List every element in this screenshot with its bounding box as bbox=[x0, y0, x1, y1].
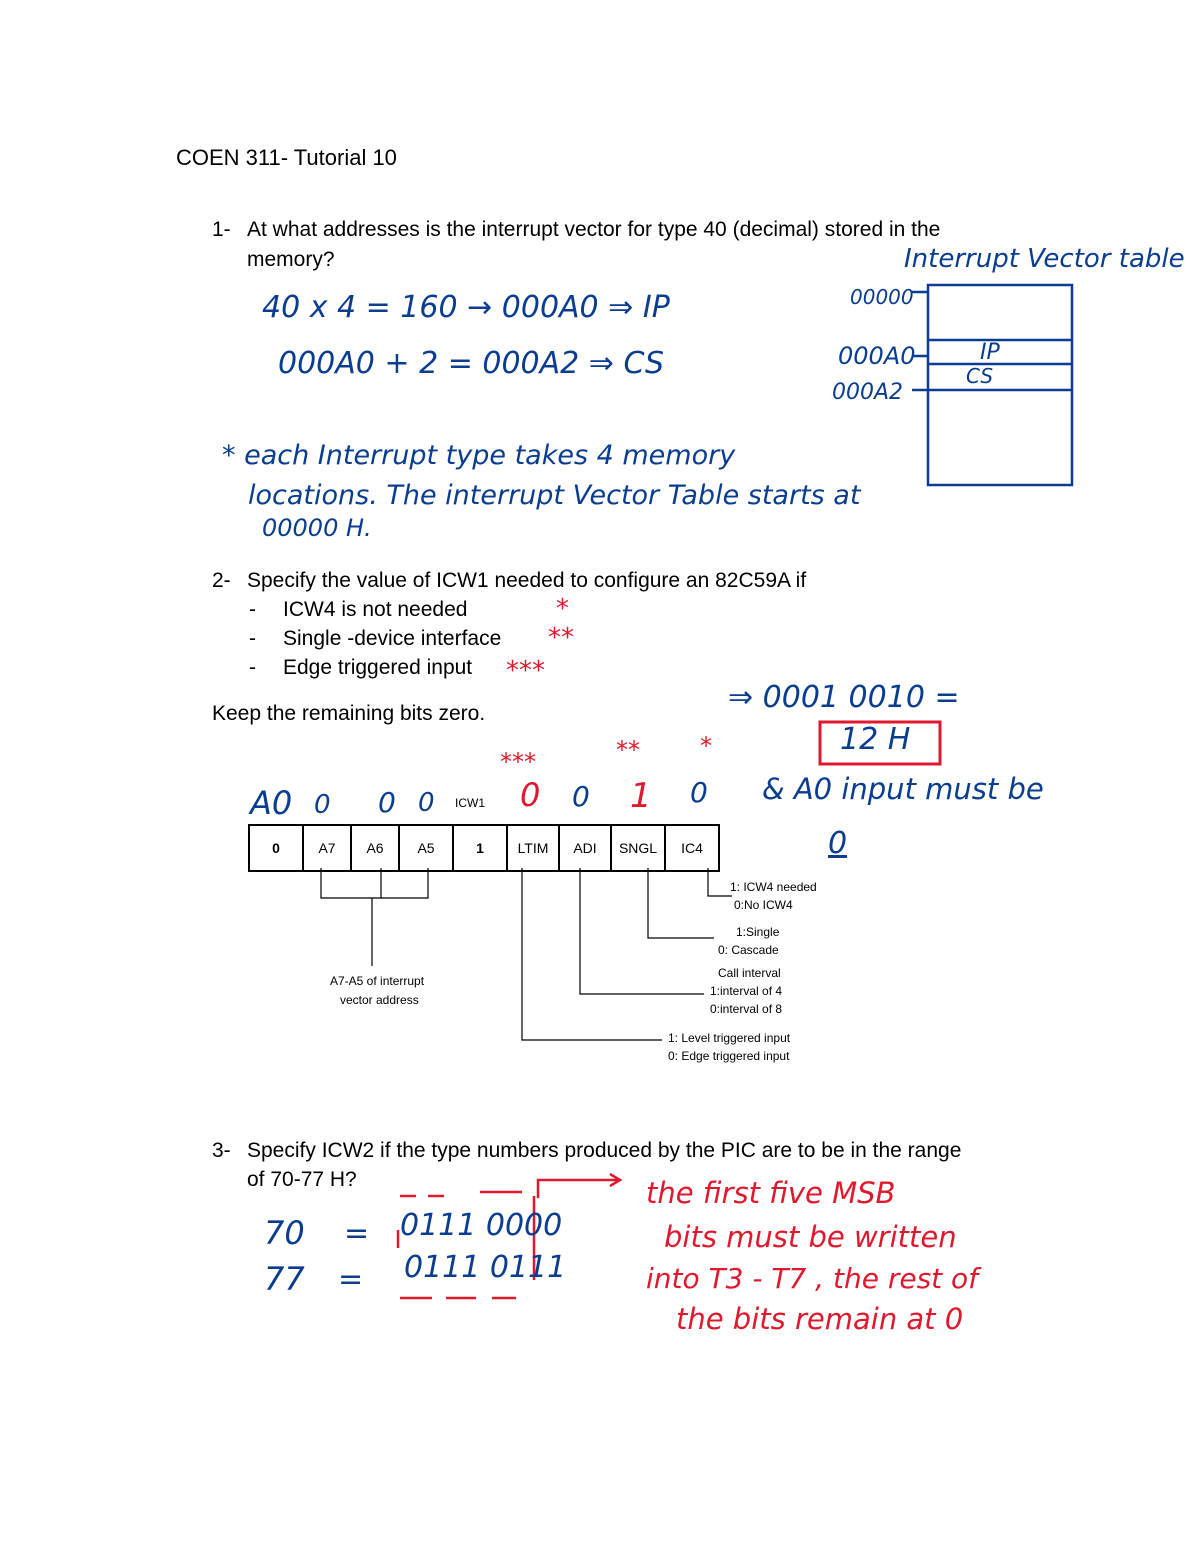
icw1-cell-sngl: SNGL bbox=[612, 826, 666, 870]
ivt-title: Interrupt Vector table bbox=[904, 244, 1185, 274]
q3-text-line1: Specify ICW2 if the type numbers produced by the PIC are to be in the range bbox=[247, 1139, 962, 1162]
q3-note-line4: the bits remain at 0 bbox=[676, 1302, 964, 1336]
icw1-bit-adi: 0 bbox=[572, 780, 590, 813]
q2-answer-binary: ⇒ 0001 0010 = bbox=[728, 680, 960, 715]
q2-bullet-text: Single -device interface bbox=[283, 627, 502, 650]
ivt-box bbox=[912, 285, 1072, 485]
icw1-bit-a7: 0 bbox=[314, 790, 331, 820]
q2-a0-value: 0 bbox=[828, 826, 848, 861]
icw1-bit-a6: 0 bbox=[378, 786, 396, 819]
ivt-addr-000A2: 000A2 bbox=[832, 380, 904, 405]
q2-a0-note: & A0 input must be bbox=[762, 772, 1044, 806]
legend-adi-line1: Call interval bbox=[718, 966, 781, 980]
icw1-star-ltim: *** bbox=[500, 748, 536, 776]
q3-row1-bits: 0111 0000 bbox=[400, 1208, 563, 1243]
legend-ic4-line1: 1: ICW4 needed bbox=[730, 880, 817, 894]
icw1-star-ic4: * bbox=[700, 732, 712, 760]
icw1-cell-adi: ADI bbox=[560, 826, 612, 870]
legend-adi-line2: 1:interval of 4 bbox=[710, 984, 783, 998]
q2-bullet-mark: ** bbox=[548, 623, 574, 653]
ivt-addr-00000: 00000 bbox=[850, 285, 914, 309]
q1-note-line2: locations. The interrupt Vector Table starts at bbox=[248, 480, 861, 511]
q1-text-line2: memory? bbox=[247, 248, 335, 271]
icw1-cell-ltim: LTIM bbox=[508, 826, 560, 870]
icw1-cell-ic4: IC4 bbox=[681, 840, 703, 856]
q2-bullet-dash: - bbox=[249, 598, 256, 621]
icw1-bit-a5: 0 bbox=[418, 788, 435, 818]
icw1-register bbox=[248, 824, 720, 872]
q2-number: 2- bbox=[212, 569, 231, 592]
icw1-label: ICW1 bbox=[455, 796, 485, 810]
q2-keep-text: Keep the remaining bits zero. bbox=[212, 702, 486, 725]
legend-ltim-line2: 0: Edge triggered input bbox=[668, 1049, 790, 1063]
q2-bullet-dash: - bbox=[249, 656, 256, 679]
q1-text-line1: At what addresses is the interrupt vector for type 40 (decimal) stored in the bbox=[247, 218, 941, 241]
q1-answer-line2: 000A0 + 2 = 000A2 ⇒ CS bbox=[278, 346, 665, 381]
icw1-cell-a5: A5 bbox=[400, 826, 454, 870]
ivt-cell-ip: IP bbox=[980, 340, 1000, 365]
q2-bullet-mark: * bbox=[556, 594, 569, 624]
q3-row1-eq: = bbox=[344, 1216, 370, 1251]
page-title: COEN 311- Tutorial 10 bbox=[176, 145, 397, 170]
q3-row2-label: 77 bbox=[264, 1260, 305, 1298]
legend-a7a5-line2: vector address bbox=[340, 993, 419, 1007]
q1-number: 1- bbox=[212, 218, 231, 241]
ivt-addr-000A0: 000A0 bbox=[838, 342, 916, 370]
icw1-cell-0: 0 bbox=[250, 826, 304, 870]
q2-bullet-text: ICW4 is not needed bbox=[283, 598, 468, 621]
q3-text-line2: of 70-77 H? bbox=[247, 1168, 357, 1191]
legend-ic4-line2: 0:No ICW4 bbox=[734, 898, 793, 912]
q3-row2-eq: = bbox=[338, 1262, 364, 1297]
icw1-bit-sngl: 1 bbox=[630, 776, 652, 816]
icw1-bit-ic4: 0 bbox=[690, 776, 708, 809]
legend-adi-line3: 0:interval of 8 bbox=[710, 1002, 783, 1016]
q3-note-line3: into T3 - T7 , the rest of bbox=[646, 1262, 979, 1295]
q1-note-line1: * each Interrupt type takes 4 memory bbox=[222, 440, 736, 471]
q1-note-line3: 00000 H. bbox=[262, 514, 372, 542]
legend-sngl-line1: 1:Single bbox=[736, 925, 780, 939]
icw1-cell-a7: A7 bbox=[304, 826, 352, 870]
legend-sngl-line2: 0: Cascade bbox=[718, 943, 779, 957]
q3-note-line1: the first five MSB bbox=[646, 1176, 896, 1210]
q3-number: 3- bbox=[212, 1139, 231, 1162]
legend-ltim-line1: 1: Level triggered input bbox=[668, 1031, 791, 1045]
icw1-cell-a6: A6 bbox=[352, 826, 400, 870]
q2-bullet-text: Edge triggered input bbox=[283, 656, 473, 679]
q3-row1-label: 70 bbox=[264, 1214, 305, 1252]
q2-answer-hex: 12 H bbox=[840, 722, 911, 757]
icw1-a0-label: A0 bbox=[250, 784, 293, 822]
legend-a7a5-line1: A7-A5 of interrupt bbox=[330, 974, 425, 988]
icw1-bit-ltim: 0 bbox=[520, 776, 541, 814]
q2-bullet-mark: *** bbox=[506, 656, 545, 686]
q2-text: Specify the value of ICW1 needed to configure an 82C59A if bbox=[247, 569, 807, 592]
q3-note-line2: bits must be written bbox=[664, 1220, 957, 1254]
q2-bullet-dash: - bbox=[249, 627, 256, 650]
q3-row2-bits: 0111 0111 bbox=[404, 1250, 567, 1285]
q1-answer-line1: 40 x 4 = 160 → 000A0 ⇒ IP bbox=[262, 290, 670, 325]
icw1-cell-1: 1 bbox=[454, 826, 508, 870]
icw1-legend-lines bbox=[321, 868, 732, 1040]
ivt-cell-cs: CS bbox=[966, 364, 994, 388]
icw1-star-sngl: ** bbox=[616, 736, 640, 764]
